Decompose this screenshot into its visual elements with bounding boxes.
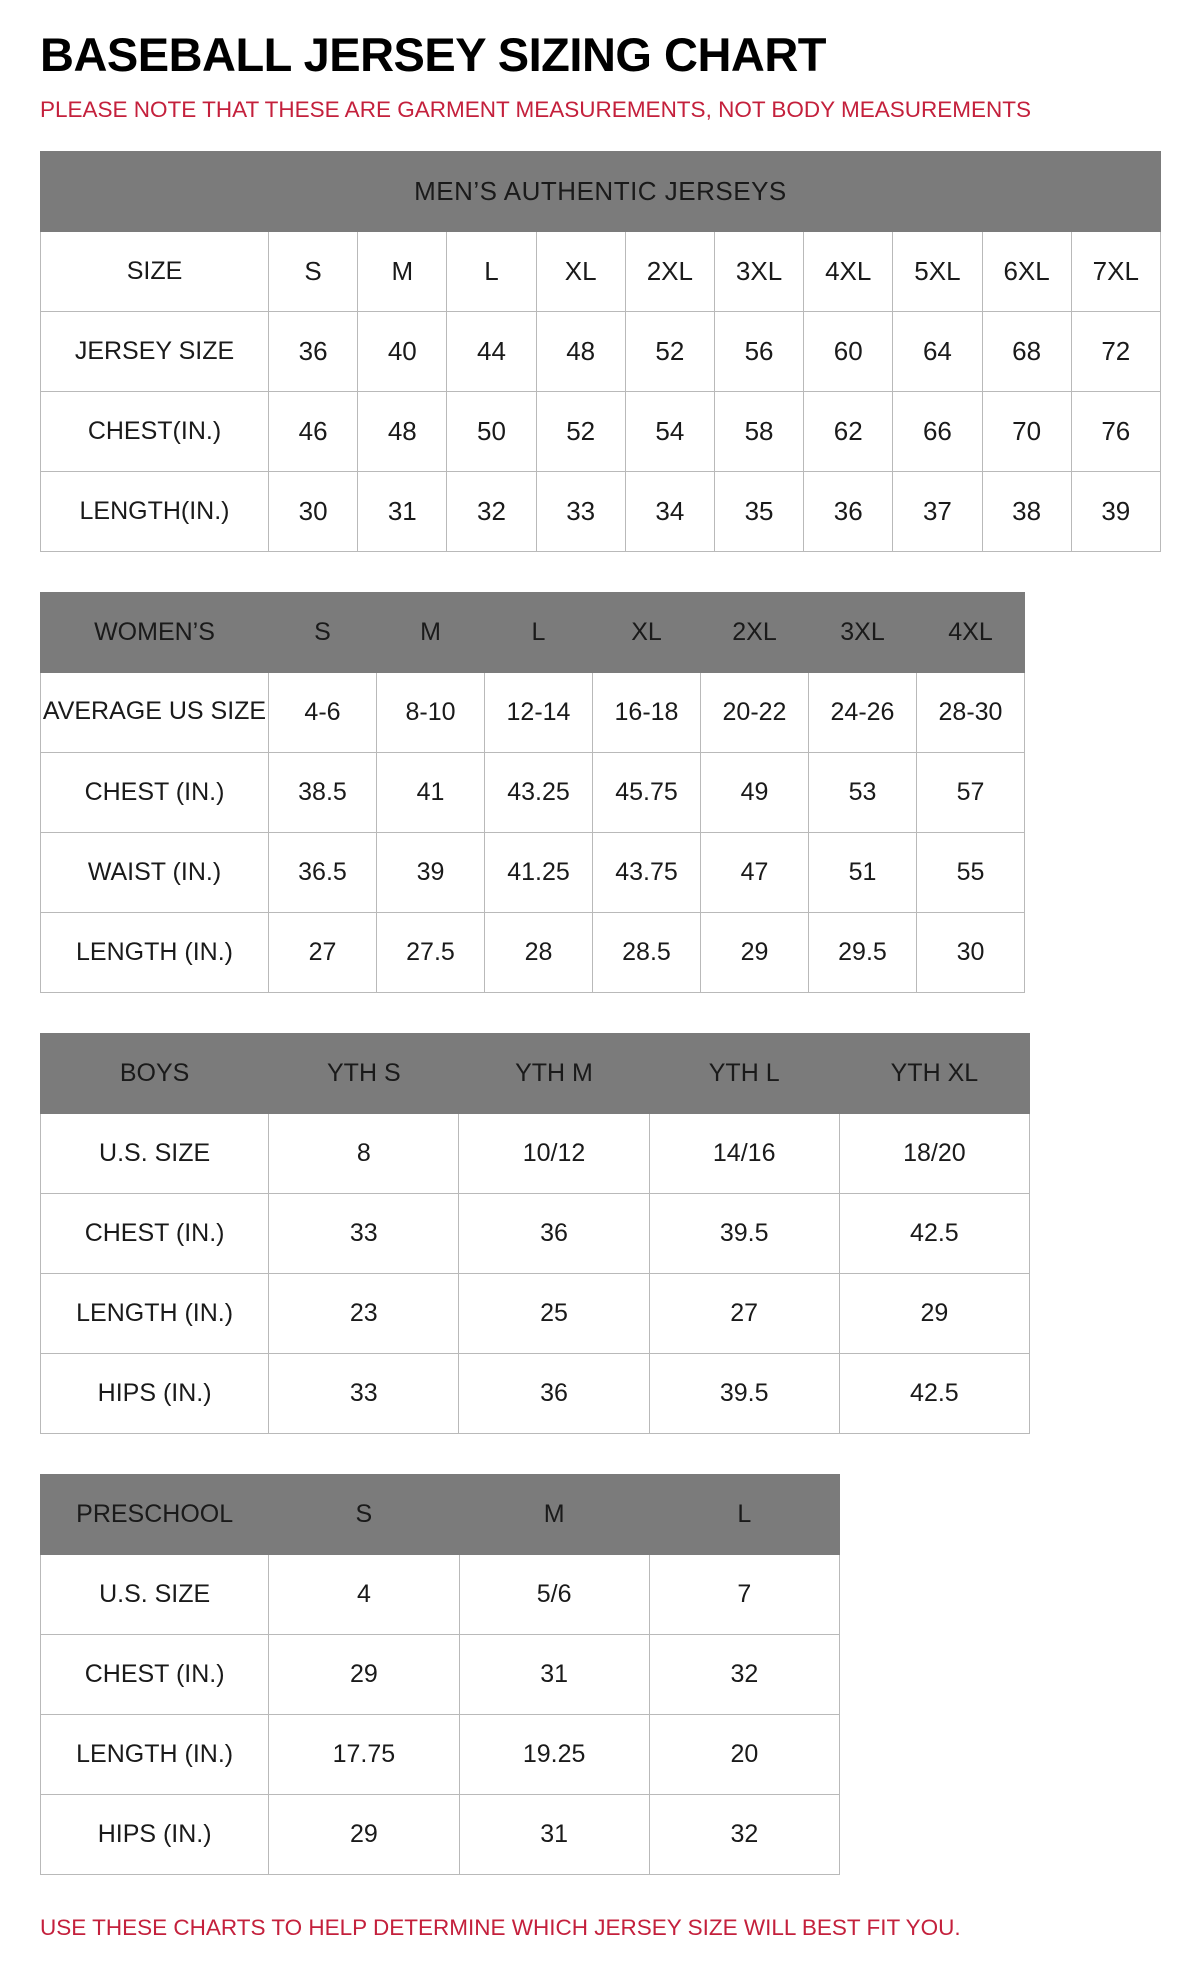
womens-cell-2-2: 41.25: [485, 832, 593, 912]
womens-cell-1-1: 41: [377, 752, 485, 832]
table-header-row: [41, 231, 1161, 311]
mens-cell-0-4: 52: [625, 311, 714, 391]
womens-cell-1-2: 43.25: [485, 752, 593, 832]
boys-sizing-table: [40, 1033, 1030, 1434]
preschool-cell-1-1: 31: [459, 1634, 649, 1714]
womens-size-col-6: 4XL: [917, 592, 1025, 672]
womens-cell-3-3: 28.5: [593, 912, 701, 992]
preschool-cell-3-2: 32: [649, 1794, 839, 1874]
mens-cell-2-5: 35: [714, 471, 803, 551]
boys-cell-3-0: 33: [269, 1353, 459, 1433]
mens-cell-0-3: 48: [536, 311, 625, 391]
boys-row-label-3: HIPS (IN.): [41, 1353, 269, 1433]
table-row: [41, 391, 1161, 471]
womens-cell-0-1: 8-10: [377, 672, 485, 752]
mens-banner-title: MEN’S AUTHENTIC JERSEYS: [41, 151, 1161, 231]
boys-cell-2-3: 29: [839, 1273, 1029, 1353]
page-title: BASEBALL JERSEY SIZING CHART: [40, 28, 826, 81]
mens-cell-1-7: 66: [893, 391, 982, 471]
womens-cell-1-3: 45.75: [593, 752, 701, 832]
table-header-row: [41, 1033, 1030, 1113]
womens-cell-3-1: 27.5: [377, 912, 485, 992]
boys-row-label-0: U.S. SIZE: [41, 1113, 269, 1193]
womens-cell-0-5: 24-26: [809, 672, 917, 752]
womens-cell-1-6: 57: [917, 752, 1025, 832]
preschool-cell-3-1: 31: [459, 1794, 649, 1874]
boys-cell-2-2: 27: [649, 1273, 839, 1353]
boys-cell-3-3: 42.5: [839, 1353, 1029, 1433]
mens-cell-0-1: 40: [358, 311, 447, 391]
womens-cell-0-6: 28-30: [917, 672, 1025, 752]
mens-row-label-0: JERSEY SIZE: [41, 311, 269, 391]
table-row: [41, 1794, 840, 1874]
table-row: [41, 752, 1025, 832]
boys-row-label-1: CHEST (IN.): [41, 1193, 269, 1273]
table-row: [41, 1113, 1030, 1193]
boys-size-col-3: YTH XL: [839, 1033, 1029, 1113]
boys-cell-1-0: 33: [269, 1193, 459, 1273]
mens-cell-0-9: 72: [1071, 311, 1160, 391]
mens-cell-2-8: 38: [982, 471, 1071, 551]
mens-cell-1-0: 46: [269, 391, 358, 471]
table-row: [41, 1193, 1030, 1273]
table-row: [41, 1634, 840, 1714]
mens-cell-0-7: 64: [893, 311, 982, 391]
mens-cell-0-0: 36: [269, 311, 358, 391]
boys-cell-0-0: 8: [269, 1113, 459, 1193]
preschool-row-label-0: U.S. SIZE: [41, 1554, 269, 1634]
boys-cell-0-2: 14/16: [649, 1113, 839, 1193]
mens-row-label-1: CHEST(IN.): [41, 391, 269, 471]
mens-size-col-2: L: [447, 231, 536, 311]
table-header-row: [41, 1474, 840, 1554]
boys-size-col-1: YTH M: [459, 1033, 649, 1113]
mens-size-col-7: 5XL: [893, 231, 982, 311]
mens-cell-2-4: 34: [625, 471, 714, 551]
womens-cell-0-4: 20-22: [701, 672, 809, 752]
mens-cell-2-9: 39: [1071, 471, 1160, 551]
table-row: [41, 1353, 1030, 1433]
mens-cell-2-1: 31: [358, 471, 447, 551]
womens-cell-2-1: 39: [377, 832, 485, 912]
preschool-size-col-0: S: [269, 1474, 459, 1554]
preschool-size-col-2: L: [649, 1474, 839, 1554]
table-row: [41, 672, 1025, 752]
boys-cell-1-2: 39.5: [649, 1193, 839, 1273]
womens-size-col-3: XL: [593, 592, 701, 672]
mens-cell-1-8: 70: [982, 391, 1071, 471]
mens-size-col-0: S: [269, 231, 358, 311]
womens-cell-2-4: 47: [701, 832, 809, 912]
mens-size-col-6: 4XL: [804, 231, 893, 311]
preschool-size-col-1: M: [459, 1474, 649, 1554]
boys-cell-3-1: 36: [459, 1353, 649, 1433]
womens-row-label-0: AVERAGE US SIZE: [41, 672, 269, 752]
mens-row-label-2: LENGTH(IN.): [41, 471, 269, 551]
mens-size-col-5: 3XL: [714, 231, 803, 311]
womens-size-col-2: L: [485, 592, 593, 672]
boys-cell-1-3: 42.5: [839, 1193, 1029, 1273]
measurement-note: PLEASE NOTE THAT THESE ARE GARMENT MEASUREMENTS, NOT BODY MEASUREMENTS: [40, 97, 1032, 123]
boys-cell-2-0: 23: [269, 1273, 459, 1353]
womens-cell-3-4: 29: [701, 912, 809, 992]
womens-cell-3-2: 28: [485, 912, 593, 992]
mens-size-col-1: M: [358, 231, 447, 311]
mens-size-col-4: 2XL: [625, 231, 714, 311]
mens-cell-1-1: 48: [358, 391, 447, 471]
boys-cell-1-1: 36: [459, 1193, 649, 1273]
table-row: [41, 311, 1161, 391]
womens-cell-2-5: 51: [809, 832, 917, 912]
boys-cell-0-1: 10/12: [459, 1113, 649, 1193]
boys-size-col-0: YTH S: [269, 1033, 459, 1113]
womens-cell-1-4: 49: [701, 752, 809, 832]
mens-cell-1-4: 54: [625, 391, 714, 471]
mens-size-col-9: 7XL: [1071, 231, 1160, 311]
mens-cell-1-6: 62: [804, 391, 893, 471]
womens-cell-3-6: 30: [917, 912, 1025, 992]
preschool-cell-2-2: 20: [649, 1714, 839, 1794]
womens-cell-0-0: 4-6: [269, 672, 377, 752]
womens-row-label-3: LENGTH (IN.): [41, 912, 269, 992]
preschool-sizing-table: [40, 1474, 840, 1875]
womens-size-col-5: 3XL: [809, 592, 917, 672]
womens-cell-1-0: 38.5: [269, 752, 377, 832]
mens-cell-0-8: 68: [982, 311, 1071, 391]
preschool-cell-0-2: 7: [649, 1554, 839, 1634]
boys-row-label-2: LENGTH (IN.): [41, 1273, 269, 1353]
mens-header-label: SIZE: [41, 231, 269, 311]
womens-size-col-4: 2XL: [701, 592, 809, 672]
preschool-row-label-1: CHEST (IN.): [41, 1634, 269, 1714]
womens-size-col-1: M: [377, 592, 485, 672]
womens-cell-2-6: 55: [917, 832, 1025, 912]
table-row: [41, 1273, 1030, 1353]
table-row: [41, 832, 1025, 912]
mens-cell-0-5: 56: [714, 311, 803, 391]
mens-cell-1-9: 76: [1071, 391, 1160, 471]
mens-cell-2-0: 30: [269, 471, 358, 551]
womens-sizing-table: [40, 592, 1025, 993]
boys-cell-0-3: 18/20: [839, 1113, 1029, 1193]
womens-row-label-1: CHEST (IN.): [41, 752, 269, 832]
footer-note: USE THESE CHARTS TO HELP DETERMINE WHICH JERSEY SIZE WILL BEST FIT YOU.: [40, 1914, 961, 1940]
womens-header-label: WOMEN’S: [41, 592, 269, 672]
mens-cell-0-2: 44: [447, 311, 536, 391]
boys-cell-2-1: 25: [459, 1273, 649, 1353]
table-row: [41, 471, 1161, 551]
mens-cell-2-6: 36: [804, 471, 893, 551]
mens-size-col-3: XL: [536, 231, 625, 311]
womens-size-col-0: S: [269, 592, 377, 672]
boys-header-label: BOYS: [41, 1033, 269, 1113]
table-row: [41, 1714, 840, 1794]
preschool-row-label-2: LENGTH (IN.): [41, 1714, 269, 1794]
preschool-cell-2-0: 17.75: [269, 1714, 459, 1794]
preschool-cell-1-0: 29: [269, 1634, 459, 1714]
preschool-cell-3-0: 29: [269, 1794, 459, 1874]
womens-cell-3-5: 29.5: [809, 912, 917, 992]
preschool-cell-0-0: 4: [269, 1554, 459, 1634]
womens-cell-1-5: 53: [809, 752, 917, 832]
womens-cell-2-3: 43.75: [593, 832, 701, 912]
womens-cell-2-0: 36.5: [269, 832, 377, 912]
table-banner-row: [41, 151, 1161, 231]
womens-cell-3-0: 27: [269, 912, 377, 992]
mens-cell-1-5: 58: [714, 391, 803, 471]
table-row: [41, 912, 1025, 992]
preschool-cell-0-1: 5/6: [459, 1554, 649, 1634]
table-row: [41, 1554, 840, 1634]
boys-size-col-2: YTH L: [649, 1033, 839, 1113]
preschool-header-label: PRESCHOOL: [41, 1474, 269, 1554]
mens-size-col-8: 6XL: [982, 231, 1071, 311]
table-header-row: [41, 592, 1025, 672]
womens-row-label-2: WAIST (IN.): [41, 832, 269, 912]
preschool-cell-2-1: 19.25: [459, 1714, 649, 1794]
preschool-row-label-3: HIPS (IN.): [41, 1794, 269, 1874]
mens-cell-2-7: 37: [893, 471, 982, 551]
mens-sizing-table: [40, 151, 1161, 552]
mens-cell-2-2: 32: [447, 471, 536, 551]
mens-cell-1-3: 52: [536, 391, 625, 471]
womens-cell-0-2: 12-14: [485, 672, 593, 752]
boys-cell-3-2: 39.5: [649, 1353, 839, 1433]
mens-cell-1-2: 50: [447, 391, 536, 471]
mens-cell-2-3: 33: [536, 471, 625, 551]
womens-cell-0-3: 16-18: [593, 672, 701, 752]
preschool-cell-1-2: 32: [649, 1634, 839, 1714]
mens-cell-0-6: 60: [804, 311, 893, 391]
